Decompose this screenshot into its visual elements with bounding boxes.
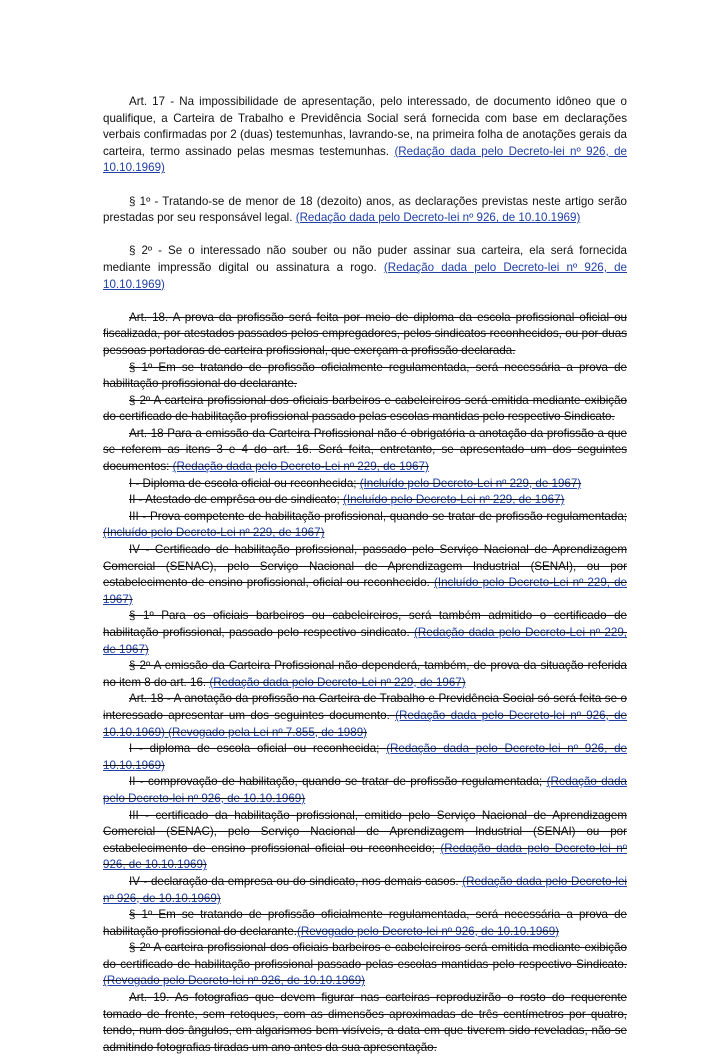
paragraph-text: I - diploma de escola oficial ou reconhecida; <box>129 742 387 756</box>
paragraph-text: IV - Certificado de habilitação profissional, passado pelo Serviço Nacional de Aprendizagem Comercial (SENAC), pelo Serviço Nacional de Aprendizagem Industrial (SENAI), ou por estabelecimento de ensino profissional, oficial ou reconhecido. <box>103 543 627 590</box>
revoked-paragraph <box>103 360 627 393</box>
paragraph-text: Art. 18 Para a emissão da Carteira Profissional não é obrigatória a anotação da profissão a que se referem as itens 3 e 4 do art. 16. Será feita, entretanto, se apresentado um dos seguintes documentos: <box>103 426 627 474</box>
revoked-paragraph <box>103 426 627 476</box>
paragraph-text: § 2º A carteira profissional dos oficiais barbeiros e cabeleireiros será emitida mediante exibição do certificado de habilitação profissional passado pelas escolas mantidas pelo respectivo Sindicato. <box>103 393 627 424</box>
amendment-link[interactable]: (Redação dada pelo Decreto-lei nº 926, de 10.10.1969) <box>103 260 627 291</box>
amendment-link[interactable]: (Redação dada pelo Decreto-Lei nº 229, de 1967) <box>172 460 429 474</box>
document-page <box>103 94 627 1056</box>
paragraph-text: Art. 19. As fotografias que devem figurar nas carteiras reproduzirão o rosto do requerente tomado de frente, sem retoques, com as dimensões aproximadas de três centímetros por quatro, tendo, num dos ângulos, em algarismos bem visíveis, a data em que tiverem sido reveladas, não se admitindo fotografias tiradas um ano antes da sua apresentação. <box>103 991 627 1054</box>
paragraph-text: § 1º Em se tratando de profissão oficialmente regulamentada, será necessária a prova de habilitação profissional do declarante. <box>103 908 627 938</box>
amendment-link[interactable]: (Redação dada pelo Decreto-lei nº 926, de 10.10.1969) <box>103 841 627 872</box>
revoked-paragraph <box>103 542 627 608</box>
amendment-link[interactable]: (Incluído pelo Decreto-Lei nº 229, de 1967) <box>342 493 565 507</box>
revoked-paragraph <box>103 990 627 1056</box>
amendment-link[interactable]: (Incluído pelo Decreto-Lei nº 229, de 1967) <box>359 476 582 490</box>
paragraph-text: II - comprovação de habilitação, quando se tratar de profissão regulamentada; <box>129 775 547 789</box>
paragraph-text: § 2º - Se o interessado não souber ou não puder assinar sua carteira, ela será fornecida mediante impressão digital ou assinatura a rogo. <box>103 244 627 274</box>
revoked-paragraph <box>103 509 627 542</box>
revoked-paragraph <box>103 874 627 907</box>
paragraph-1-article-17 <box>103 194 627 227</box>
revoked-paragraph <box>103 774 627 807</box>
revoked-paragraph <box>103 310 627 360</box>
revoked-paragraph <box>103 658 627 691</box>
paragraph-text: Art. 17 - Na impossibilidade de apresentação, pelo interessado, de documento idôneo que o qualifique, a Carteira de Trabalho e Previdência Social será fornecida com base em declarações verbais confirmadas por 2 (duas) testemunhas, lavrando-se, na primeira folha de anotações gerais da carteira, termo assinado pelas mesmas testemunhas. <box>103 95 627 158</box>
revoked-paragraph <box>103 608 627 658</box>
amendment-link[interactable]: (Redação dada pelo Decreto-lei nº 926, de 10.10.1969) (Revogado pela Lei nº 7.855, de 1989) <box>103 708 627 739</box>
paragraph-text: § 2º A carteira profissional dos oficiais barbeiros e cabeleireiros será emitida mediante exibição do certificado de habilitação profissional passado pelas escolas mantidas pelo respectivo Sindicato. <box>103 941 627 971</box>
section-revoked <box>103 310 627 1056</box>
paragraph-text: II - Atestado de emprêsa ou de sindicato; <box>129 493 343 507</box>
paragraph-text: III - certificado da habilitação profissional, emitido pelo Serviço Nacional de Aprendizagem Comercial (SENAC), pelo Serviço Nacional de Aprendizagem Industrial (SENAI) ou por estabelecimento de ensino profissional oficial ou reconhecido; <box>103 808 627 855</box>
amendment-link[interactable]: (Revogado pelo Decreto-lei nº 926, de 10.10.1969) <box>103 974 366 988</box>
paragraph-2-article-17 <box>103 243 627 293</box>
amendment-link[interactable]: (Redação dada pelo Decreto-Lei nº 229, de 1967) <box>103 626 627 656</box>
amendment-link[interactable]: (Redação dada pelo Decreto-lei nº 926, de 10.10.1969) <box>103 742 627 772</box>
section-current <box>103 94 627 293</box>
revoked-paragraph <box>103 940 627 990</box>
revoked-paragraph <box>103 907 627 940</box>
amendment-link[interactable]: (Revogado pelo Decreto-lei nº 926, de 10.10.1969) <box>297 924 560 938</box>
paragraph-text: § 1º Para os oficiais barbeiros ou cabeleireiros, será também admitido o certificado de habilitação profissional, passado pelo respectivo sindicato. <box>103 609 627 639</box>
revoked-paragraph <box>103 808 627 874</box>
revoked-paragraph <box>103 691 627 741</box>
revoked-paragraph <box>103 476 627 493</box>
amendment-link[interactable]: (Redação dada pelo Decreto-lei nº 926, de 10.10.1969) <box>103 874 628 905</box>
paragraph-text: Art. 18. A prova da profissão será feita por meio de diploma da escola profissional oficial ou fiscalizada, por atestados passados pelos empregadores, pelos sindicatos reconhecidos, ou por duas pessoas portadoras de carteira profissional, que exerçam a profissão declarada. <box>103 310 627 357</box>
paragraph-text: § 1º - Tratando-se de menor de 18 (dezoito) anos, as declarações previstas neste artigo serão prestadas por seu responsável legal. <box>103 194 627 225</box>
revoked-paragraph <box>103 492 627 509</box>
amendment-link[interactable]: (Redação dada pelo Decreto-Lei nº 229, de 1967) <box>209 675 466 689</box>
revoked-paragraph <box>103 393 627 426</box>
amendment-link[interactable]: (Incluído pelo Decreto-Lei nº 229, de 1967) <box>103 576 627 606</box>
paragraph-text: § 1º Em se tratando de profissão oficialmente regulamentada, será necessária a prova de habilitação profissional do declarante. <box>103 360 627 391</box>
revoked-paragraph <box>103 741 627 774</box>
article-17-paragraph <box>103 94 627 177</box>
amendment-link[interactable]: (Redação dada pelo Decreto-lei nº 926, de 10.10.1969) <box>103 775 627 805</box>
amendment-link[interactable]: (Incluído pelo Decreto-Lei nº 229, de 1967) <box>103 526 325 540</box>
amendment-link[interactable]: (Redação dada pelo Decreto-lei nº 926, de 10.10.1969) <box>295 211 581 225</box>
paragraph-text: I - Diploma de escola oficial ou reconhecida; <box>129 476 360 490</box>
amendment-link[interactable]: (Redação dada pelo Decreto-lei nº 926, de 10.10.1969) <box>103 144 627 175</box>
paragraph-text: § 2º A emissão da Carteira Profissional não dependerá, também, de prova da situação referida no item 8 do art. 16. <box>103 659 627 689</box>
paragraph-text: Art. 18 - A anotação da profissão na Carteira de Trabalho e Previdência Social só será feita se o interessado apresentar um dos seguintes documento. <box>103 692 627 722</box>
paragraph-text: IV - declaração da empresa ou do sindicato, nos demais casos. <box>129 874 463 888</box>
paragraph-text: III - Prova competente de habilitação profissional, quando se tratar de profissão regulamentada; <box>129 509 627 523</box>
